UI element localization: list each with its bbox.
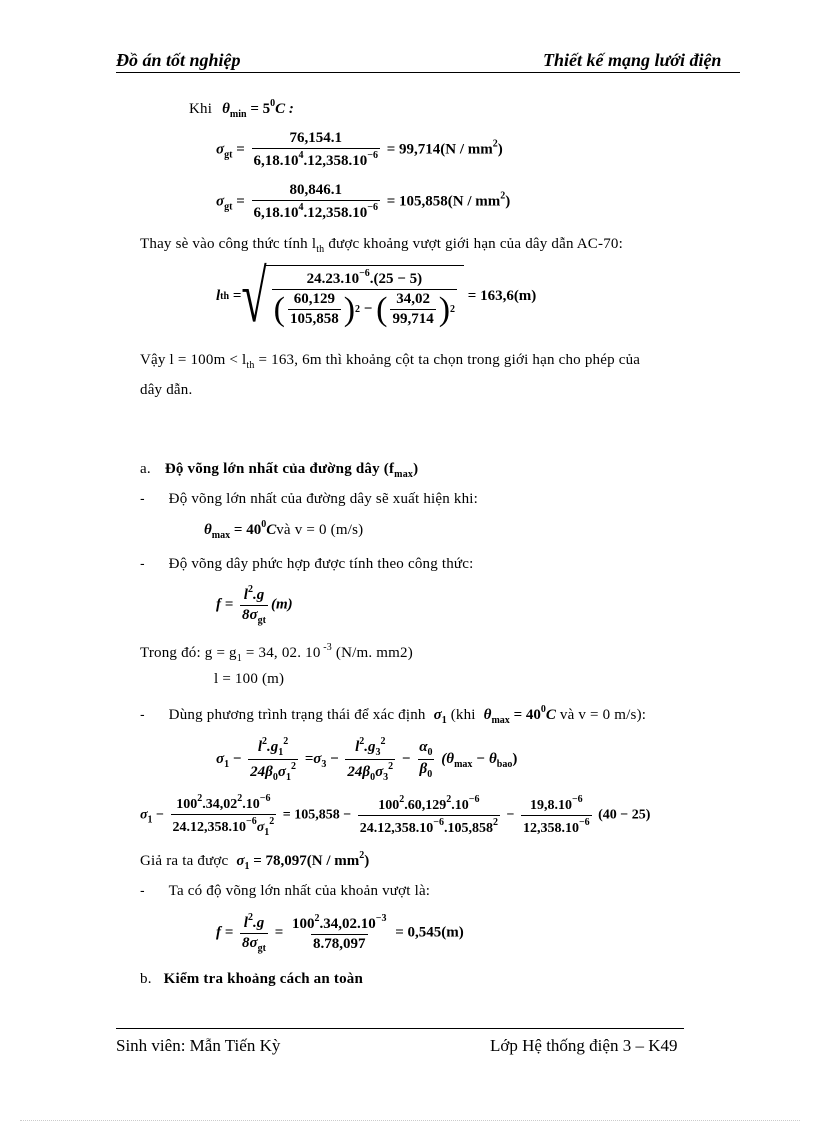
eq1-den-b: .12,358.10	[303, 153, 368, 169]
state-f3-beta-sub: 0	[427, 769, 433, 780]
bullet-4-text: Ta có độ võng lớn nhất của khoản vượt là:	[168, 883, 431, 899]
fmax-f2-a: 100	[292, 916, 315, 932]
num-f1-den	[171, 814, 277, 838]
fmax-f2	[290, 913, 388, 953]
num-f1-den-exp: −6	[246, 816, 257, 827]
eq1-rhs-end: )	[497, 141, 503, 158]
section-a-title-text: Độ võng lớn nhất của đường dây (f	[164, 461, 395, 477]
where-b: = 34, 02. 10	[241, 645, 321, 661]
bullet-4	[140, 882, 430, 900]
state-minus-2: −	[330, 750, 339, 767]
num-f3-den-exp: −6	[578, 817, 590, 828]
num-f2-c: .10	[451, 798, 469, 813]
paren-left-2: (	[376, 290, 388, 328]
state-f1-den	[248, 759, 298, 783]
eq1-num: 76,154.1	[289, 130, 342, 146]
bullet-1-mark: -	[140, 490, 145, 506]
fmax-eq: =	[274, 924, 284, 941]
section-a-title	[164, 461, 419, 480]
bullet-3	[140, 704, 646, 726]
result-text: Giả ra ta được	[140, 853, 229, 869]
eq1-den-exp2: −6	[367, 150, 378, 161]
num-f2-a: 100	[378, 798, 400, 813]
where-line	[140, 642, 413, 664]
fmax-f2-den: 8.78,097	[313, 936, 366, 952]
state-eq-s3: =σ	[304, 750, 322, 767]
result-exp: 2	[359, 850, 365, 861]
eq2-rhs: = 105,858(N / mm	[386, 193, 501, 210]
num-minus-1: −	[156, 807, 165, 823]
khi-theta: θ	[222, 101, 230, 117]
section-a-heading	[140, 460, 418, 480]
sag-rhs: (m)	[270, 596, 293, 613]
lth-minus: −	[363, 301, 373, 317]
result-value: = 78,097(N / mm	[253, 853, 360, 869]
where-unit: (N/m. mm2)	[331, 645, 413, 661]
lth-equation	[216, 254, 537, 337]
para2-b: = 163, 6m thì khoảng cột ta chọn trong giới hạn cho phép của	[254, 352, 641, 368]
paren-right-1: )	[343, 290, 356, 328]
state-f3-den	[418, 759, 435, 780]
num-f1-num	[174, 793, 272, 814]
num-f2-den-exp: −6	[433, 817, 444, 828]
cond-degree: 0	[261, 519, 267, 530]
lth-sqrt-body	[265, 265, 464, 328]
lth-f2-den: 99,714	[392, 311, 434, 327]
para2-sub: th	[246, 360, 255, 371]
paragraph-conclusion-line1	[140, 352, 640, 371]
lth-rhs: = 163,6(m)	[467, 288, 537, 304]
para1-sub: th	[316, 244, 325, 255]
num-f3-exp: −6	[571, 794, 583, 805]
state-tail-mid: − θ	[472, 750, 497, 767]
footer-rule	[116, 1028, 684, 1029]
bullet-3-theta-sub: max	[491, 715, 510, 726]
page-bottom-dotted-line	[20, 1120, 800, 1121]
fmax-f2-b: .34,02.10	[319, 916, 376, 932]
state-f1-g: .g	[267, 739, 279, 755]
where-sub: 1	[236, 653, 242, 664]
footer-left: Sinh viên: Mẫn Tiến Kỳ	[116, 1036, 281, 1055]
khi-formula	[222, 98, 294, 120]
state-f3-beta: β	[419, 761, 428, 777]
fmax-f1-den-text: 8σ	[242, 935, 258, 951]
sag-num-l: l	[243, 587, 248, 603]
num-f1-den-s-exp: 2	[269, 816, 275, 827]
state-f2-den-a: 24β	[347, 764, 371, 780]
eq2-fraction	[252, 182, 380, 222]
fmax-f1-g: .g	[252, 915, 265, 931]
bullet-3-sigma-sub: 1	[441, 715, 447, 726]
state-f2-g-sub: 3	[375, 747, 381, 758]
state-tail-end: )	[512, 750, 518, 767]
khi-line	[189, 98, 294, 120]
lth-f1-num: 60,129	[293, 291, 335, 307]
lth-row: l th = √ $24.23.10^{-6}.(25 - 5)$ ( $\frac{60,129}{105,858}$ ) 2 − ( $\frac{34,02}{99,714}$ ) 2 = 163,6(m)	[216, 254, 537, 337]
num-f1-den-a: 24.12,358.10	[172, 820, 247, 835]
lth-f2	[390, 291, 435, 328]
lth-f2-num: 34,02	[396, 291, 430, 307]
state-minus-1: −	[232, 750, 242, 767]
state-f2-den	[345, 759, 395, 783]
state-f2-exp: 2	[359, 736, 365, 747]
sag-den-sub: gt	[257, 615, 266, 626]
num-f3-den	[521, 815, 592, 837]
lth-lhs: l	[216, 288, 221, 304]
fmax-rhs: = 0,545(m)	[395, 924, 464, 941]
fmax-f1	[240, 912, 268, 954]
state-f1	[248, 736, 298, 783]
lth-top-exp: −6	[359, 268, 370, 279]
state-f1-den-exp: 2	[290, 761, 296, 772]
cond-text: và v = 0 (m/s)	[276, 522, 364, 538]
bullet-3-text-c: và v = 0 m/s):	[559, 707, 647, 723]
khi-degree: 0	[270, 98, 276, 109]
header-left: Đồ án tốt nghiệp	[116, 50, 241, 70]
section-b-label: b.	[140, 971, 152, 987]
num-f1-exp2: 2	[237, 793, 243, 804]
fmax-lhs: f =	[216, 924, 234, 941]
eq2-den-b: .12,358.10	[303, 205, 368, 221]
state-f1-den-s-sub: 1	[285, 772, 291, 783]
cond-sub: max	[211, 530, 231, 541]
result-sigma: σ	[236, 853, 245, 869]
lth-lhs-sub: th	[220, 291, 230, 302]
state-s3-sub: 3	[321, 758, 327, 770]
header-right: Thiết kế mạng lưới điện	[543, 50, 722, 70]
bullet-3-unit: C	[545, 707, 556, 723]
khi-label: Khi	[189, 101, 213, 117]
state-f1-l: l	[257, 739, 262, 755]
bullet-2	[140, 555, 474, 573]
bullet-3-theta: θ	[483, 707, 492, 723]
lth-top-a: 24.23.10	[306, 271, 360, 287]
fmax-f1-num	[242, 912, 266, 933]
num-f2-den-a: 24.12,358.10	[359, 821, 434, 836]
para1-a: Thay sè vào công thức tính l	[140, 236, 317, 252]
num-f1-a: 100	[176, 797, 198, 812]
eq1-den-exp: 4	[298, 150, 304, 161]
fmax-f1-den	[240, 933, 268, 954]
eq2-rhs-exp: 2	[500, 190, 506, 202]
result-end: )	[364, 853, 370, 869]
numeric-state-equation	[140, 793, 650, 838]
bullet-3-sigma: σ	[433, 707, 442, 723]
eq2-den-a: 6,18.10	[253, 205, 299, 221]
num-f1-den-s-sub: 1	[264, 827, 270, 838]
state-f2-den-s-sub: 3	[383, 772, 389, 783]
sqrt-icon: √	[241, 254, 267, 337]
num-tail: (40 − 25)	[598, 807, 651, 823]
state-f1-g-sub: 1	[278, 747, 284, 758]
where-exp: -3	[320, 642, 332, 653]
eq1-rhs-exp: 2	[492, 138, 498, 150]
state-f1-exp: 2	[262, 736, 267, 747]
state-f2-den-exp: 2	[388, 761, 394, 772]
state-f2-den-s: σ	[375, 764, 384, 780]
section-a-sub: max	[394, 469, 414, 480]
fmax-f2-exp2: −3	[375, 913, 387, 924]
num-f1	[171, 793, 277, 838]
state-tail-sub1: max	[454, 758, 473, 770]
eq2-num: 80,846.1	[289, 182, 342, 198]
state-equation	[216, 736, 517, 783]
bullet-3-text-b: (khi	[450, 707, 476, 723]
section-b-heading	[140, 970, 363, 988]
num-f3	[521, 794, 592, 837]
num-f1-den-s: σ	[256, 820, 265, 835]
eq1-fraction	[252, 130, 380, 170]
bullet-3-value: = 40	[513, 707, 541, 723]
eq2-den-exp: 4	[298, 202, 304, 213]
bullet-3-mark: -	[140, 706, 145, 722]
num-f1-exp3: −6	[259, 793, 271, 804]
khi-value: = 5	[250, 101, 271, 117]
result-sigma-sub: 1	[244, 861, 250, 872]
state-tail-sub2: bao	[496, 758, 513, 770]
lth-top	[305, 268, 425, 289]
bullet-2-text: Độ võng dây phức hợp được tính theo công thức:	[168, 556, 474, 572]
cond-value: = 40	[233, 522, 262, 538]
sag-num-g: .g	[252, 587, 265, 603]
num-f2-den	[358, 815, 500, 837]
section-a-end: )	[413, 461, 419, 477]
sag-den	[240, 605, 268, 626]
section-b-title: Kiểm tra khoảng cách an toàn	[163, 971, 364, 987]
fmax-f1-den-sub: gt	[257, 943, 266, 954]
eq1-den	[252, 148, 380, 170]
bullet-4-mark: -	[140, 882, 145, 898]
state-f3-num	[417, 739, 434, 759]
condition-line	[204, 519, 363, 541]
eq1-lhs-sub: gt	[224, 149, 233, 161]
num-f2-exp2: 2	[446, 794, 452, 805]
state-s1: σ	[216, 750, 225, 767]
bullet-2-mark: -	[140, 555, 145, 571]
state-tail-a: (θ	[441, 750, 455, 767]
eq1-rhs: = 99,714(N / mm	[386, 141, 493, 158]
eq2-den	[252, 200, 380, 222]
state-f2-num	[353, 736, 387, 759]
lth-big-fraction	[272, 268, 457, 328]
paren-left-1: (	[273, 290, 285, 328]
num-f2-b: .60,129	[404, 798, 447, 813]
num-f1-c: .10	[242, 797, 260, 812]
paren-right-2: )	[438, 290, 451, 328]
eq2-rhs-end: )	[505, 193, 511, 210]
state-f2-g: .g	[364, 739, 376, 755]
state-f1-den-s: σ	[277, 764, 286, 780]
state-f1-g-exp: 2	[283, 736, 289, 747]
section-a-label: a.	[140, 461, 151, 477]
khi-unit: C :	[275, 101, 294, 117]
sigma-eq-2: $\sigma_{gt}$ = $\frac{80,846.1}{6,18.10^4.12,358.10^{-6}}$ = $105,858(N / mm^2)$	[216, 182, 511, 221]
para2-a: Vậy l = 100m < l	[140, 352, 247, 368]
lth-f1	[288, 291, 341, 328]
state-f3-alpha: α	[419, 739, 428, 755]
sag-den-text: 8σ	[242, 607, 258, 623]
state-f1-num	[256, 736, 290, 759]
sag-lhs: f =	[216, 596, 234, 613]
state-f1-den-sub: 0	[272, 772, 278, 783]
max-sag-equation	[216, 912, 464, 954]
num-f2-num	[376, 794, 481, 815]
where-a: Trong đó: g = g	[140, 645, 237, 661]
l-value-line: l = 100 (m)	[214, 671, 285, 687]
cond-theta: θ	[204, 522, 212, 538]
state-f2	[345, 736, 395, 783]
num-f1-exp: 2	[197, 793, 203, 804]
num-f2	[358, 794, 500, 837]
bullet-3-text-a: Dùng phương trình trạng thái để xác định	[168, 707, 426, 723]
sag-num-exp: 2	[247, 584, 253, 595]
sigma-eq-1: $\sigma_{gt}$ = $\frac{76,154.1}{6,18.10^4.12,358.10^{-6}}$ = $99,714(N / mm^2)$	[216, 130, 503, 169]
num-f2-exp3: −6	[468, 794, 480, 805]
num-f3-den-a: 12,358.10	[522, 821, 579, 836]
paragraph-substitute	[140, 236, 623, 255]
fmax-f1-l: l	[243, 915, 248, 931]
num-f1-b: .34,02	[202, 797, 238, 812]
cond-unit: C	[266, 522, 277, 538]
lth-sqrt	[241, 254, 464, 337]
state-s1-sub: 1	[224, 758, 230, 770]
para1-b: được khoảng vượt giới hạn của dây dẫn AC-70:	[324, 236, 623, 252]
state-f2-g-exp: 2	[380, 736, 386, 747]
sag-formula	[216, 584, 293, 626]
state-minus-3: −	[401, 750, 411, 767]
num-f2-exp: 2	[399, 794, 405, 805]
num-f3-num	[528, 794, 585, 815]
lth-f1-exp: 2	[355, 304, 361, 315]
fmax-f2-num	[290, 913, 388, 934]
result-line	[140, 850, 369, 872]
num-s1: σ	[140, 807, 148, 823]
sag-num	[242, 584, 266, 605]
lth-bottom	[272, 289, 457, 328]
eq1-den-a: 6,18.10	[253, 153, 299, 169]
sag-fraction	[240, 584, 268, 626]
num-minus-2: −	[506, 807, 515, 823]
eq1-lhs: σ	[216, 141, 225, 158]
num-f3-a: 19,8.10	[529, 798, 572, 813]
num-s1-sub: 1	[147, 814, 153, 826]
state-f2-l: l	[355, 739, 360, 755]
lth-top-b: .(25 − 5)	[369, 271, 423, 287]
bullet-3-degree: 0	[540, 704, 546, 715]
state-f2-den-sub: 0	[370, 772, 376, 783]
paragraph-conclusion-line2: dây dẫn.	[140, 382, 193, 398]
num-f2-den-exp2: 2	[492, 817, 498, 828]
state-f3	[417, 739, 434, 780]
eq2-den-exp2: −6	[367, 202, 378, 213]
fmax-f2-exp: 2	[314, 913, 320, 924]
header-rule	[116, 72, 740, 73]
eq2-lhs-sub: gt	[224, 201, 233, 213]
eq2-lhs: σ	[216, 193, 225, 210]
bullet-1-text: Độ võng lớn nhất của đường dây sẽ xuất hiện khi:	[168, 491, 479, 507]
num-mid: = 105,858 −	[282, 807, 352, 823]
state-f3-alpha-sub: 0	[427, 747, 433, 758]
bullet-1	[140, 490, 478, 508]
fmax-f1-exp: 2	[247, 912, 253, 923]
num-f2-den-b: .105,858	[443, 821, 493, 836]
lth-f1-den: 105,858	[289, 311, 339, 327]
footer-right: Lớp Hệ thống điện 3 – K49	[490, 1036, 678, 1055]
lth-f2-exp: 2	[450, 304, 456, 315]
state-f1-den-a: 24β	[250, 764, 273, 780]
khi-sub: min	[229, 109, 247, 120]
